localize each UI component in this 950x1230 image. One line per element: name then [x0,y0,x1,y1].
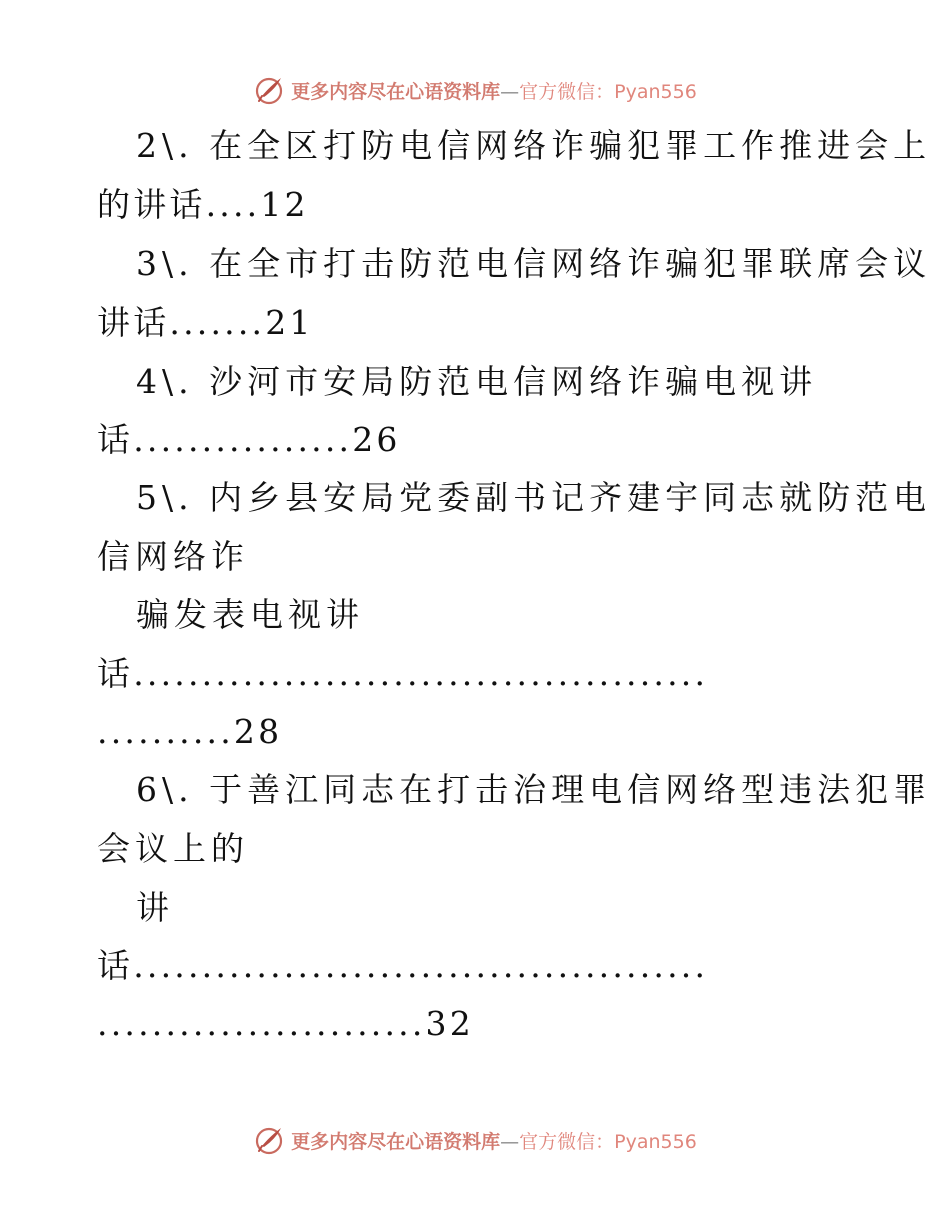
quill-pen-logo-icon [253,1124,285,1156]
toc-line-item-6-part3: 讲 [136,888,174,927]
toc-line-item-6-part2: 会议上的 [97,829,249,868]
toc-line-item-6-part1: 6\. 于善江同志在打击治理电信网络型违法犯罪 [136,770,932,809]
toc-line-item-5-part1: 5\. 内乡县安局党委副书记齐建宇同志就防范电 [136,478,932,517]
header-separator: — [500,80,520,103]
footer-contact-text: 官方微信：Pyan556 [519,1130,697,1153]
header-banner-text [291,77,697,104]
footer-separator: — [500,1130,520,1153]
header-banner [0,70,950,110]
toc-line-item-6-part4: 话.......................................... [97,946,709,985]
toc-line-item-2-part2: 的讲话....12 [97,185,309,224]
toc-line-item-4-part2: 话................26 [97,420,401,459]
header-contact-text: 官方微信：Pyan556 [519,80,697,103]
toc-line-item-5-part5: ..........28 [97,712,283,751]
toc-line-item-5-part3: 骗发表电视讲 [136,595,364,634]
toc-line-item-5-part2: 信网络诈 [97,537,249,576]
toc-line-item-6-part5: ........................32 [97,1004,474,1043]
toc-line-item-3-part2: 讲话.......21 [97,303,314,342]
toc-line-item-4-part1: 4\. 沙河市安局防范电信网络诈骗电视讲 [136,362,818,401]
toc-line-item-2-part1: 2\. 在全区打防电信网络诈骗犯罪工作推进会上 [136,126,932,165]
footer-banner-text [291,1127,697,1154]
header-brand-text: 更多内容尽在心语资料库 [291,80,501,103]
footer-brand-text: 更多内容尽在心语资料库 [291,1130,501,1153]
toc-line-item-5-part4: 话.......................................... [97,654,709,693]
footer-banner [0,1120,950,1160]
quill-pen-logo-icon [253,74,285,106]
toc-line-item-3-part1: 3\. 在全市打击防范电信网络诈骗犯罪联席会议 [136,244,932,283]
